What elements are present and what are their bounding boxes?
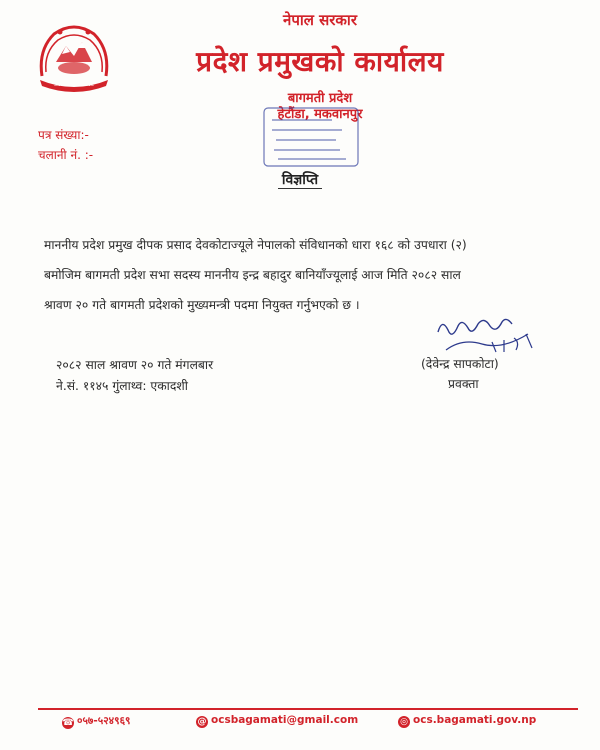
phone-number: ०५७-५२४९६९ — [77, 715, 131, 727]
footer-email — [196, 714, 358, 728]
svg-text:~~~~~~~~~~~~: ~~~~~~~~~~~~ — [53, 83, 95, 88]
date-bs: २०८२ साल श्रावण २० गते मंगलबार — [56, 358, 214, 372]
city-name: हेटौंडा, मकवानपुर — [277, 107, 363, 122]
web-icon: ◎ — [398, 716, 410, 728]
letter-number-label: पत्र संख्या:- — [38, 128, 89, 142]
phone-icon: ☎ — [62, 718, 74, 728]
footer-divider — [38, 708, 578, 710]
date-ns: ने.सं. ११४५ गुंलाथ्व: एकादशी — [56, 379, 188, 393]
signatory-title: प्रवक्ता — [448, 377, 479, 391]
footer-phone — [62, 714, 131, 729]
email-icon: @ — [197, 717, 207, 727]
notice-line: श्रावण २० गते बागमती प्रदेशको मुख्यमन्त्री पदमा नियुक्त गर्नुभएको छ । — [44, 298, 360, 312]
notice-line: माननीय प्रदेश प्रमुख दीपक प्रसाद देवकोटाज्यूले नेपालको संविधानको धारा १६८ को उपधारा (२) — [44, 238, 467, 252]
province-name: बागमती प्रदेश — [287, 91, 353, 106]
website-address: ocs.bagamati.gov.np — [413, 714, 537, 726]
office-stamp — [262, 106, 360, 168]
nepal-emblem-icon — [34, 20, 114, 92]
handwritten-signature — [432, 312, 544, 358]
signatory-name: (देवेन्द्र सापकोटा) — [421, 357, 499, 371]
dispatch-number-label: चलानी नं. :- — [38, 148, 94, 162]
email-address: ocsbagamati@gmail.com — [211, 714, 359, 726]
government-name: नेपाल सरकार — [283, 11, 357, 29]
office-name: प्रदेश प्रमुखको कार्यालय — [196, 45, 444, 78]
notice-title: विज्ञप्ति — [0, 170, 600, 189]
notice-line: बमोजिम बागमती प्रदेश सभा सदस्य माननीय इन्द्र बहादुर बानियाँज्यूलाई आज मिति २०८२ साल — [44, 268, 461, 282]
footer-website — [398, 714, 536, 728]
